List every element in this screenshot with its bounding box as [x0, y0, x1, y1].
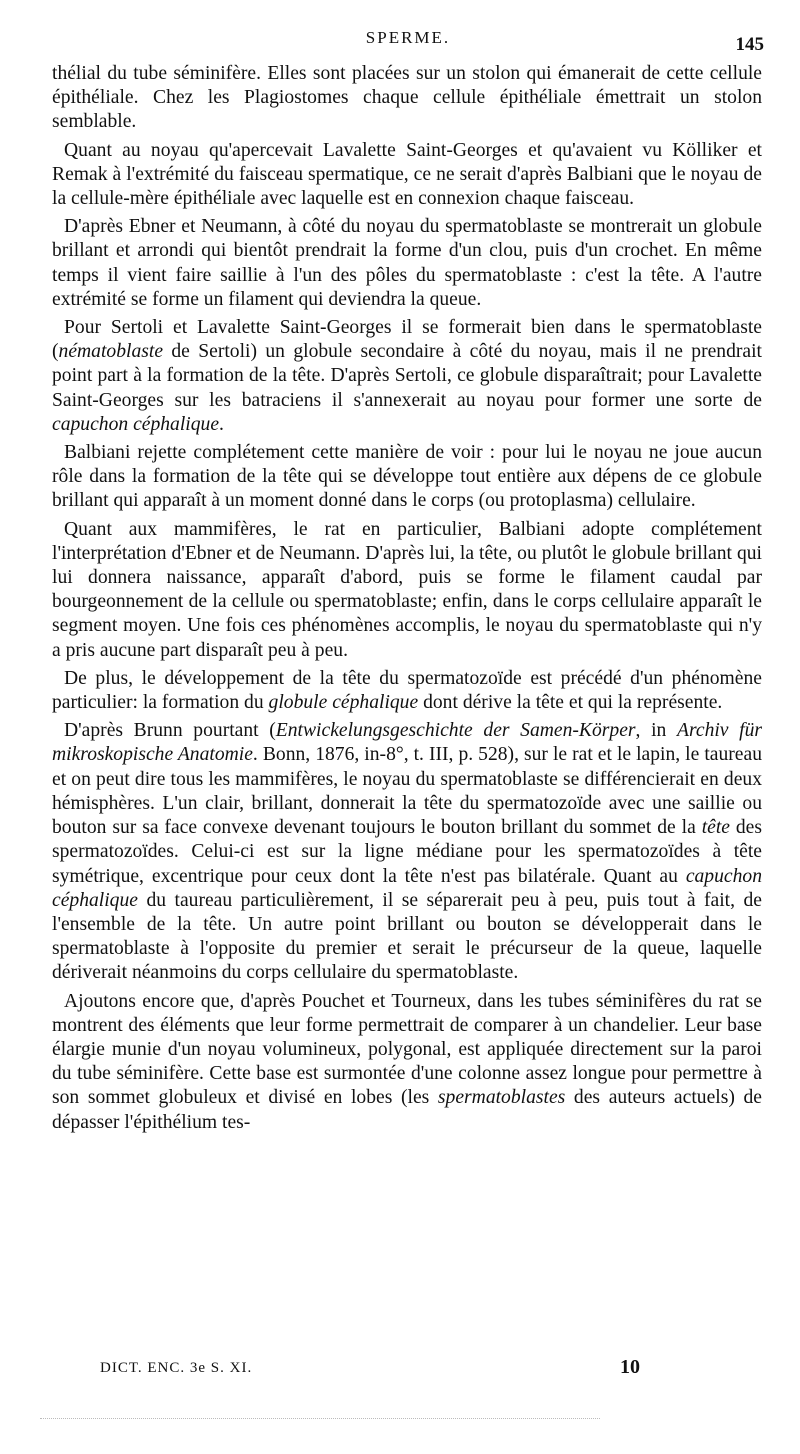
paragraph — [52, 990, 762, 1135]
text-run: D'après Ebner et Neumann, à côté du noyau du spermatoblaste se montrerait un globule brillant et arrondi qui bientôt prendrait la forme d'un clou, puis d'un crochet. En même temps il vient faire saillie à l'un des pôles du spermatoblaste : c'est la tête. A l'autre extrémité se forme un filament qui deviendra la queue. — [52, 216, 762, 310]
text-run: du taureau particulièrement, il se séparerait peu à peu, puis tout à fait, de l'ensemble de la tête. Un autre point brillant ou bouton se développerait dans le spermatoblaste à l'opposite du premier et serait le précurseur de la queue, laquelle dériverait néanmoins du corps cellulaire du spermatoblaste. — [52, 889, 762, 984]
paragraph — [52, 215, 762, 312]
italic-text: Entwickelungsgeschichte der Samen-Körper — [275, 720, 636, 742]
italic-text: tête — [701, 817, 730, 839]
page-footer — [100, 1356, 700, 1384]
italic-text: capuchon céphalique — [52, 413, 220, 435]
paragraph — [52, 719, 762, 985]
body-text — [52, 62, 762, 1135]
paragraph — [52, 62, 762, 135]
italic-text: Archiv für mikroskopische Anatomie — [52, 720, 763, 766]
text-run: des auteurs actuels) de dépasser l'épithélium tes- — [52, 1087, 762, 1133]
text-run: Quant aux mammifères, le rat en particulier, Balbiani adopte complétement l'interprétation d'Ebner et de Neumann. D'après lui, la tête, ou plutôt le globule brillant qui lui donnera naissance, apparaît d'abord, puis se forme le filament caudal par bourgeonnement de la cellule ou spermatoblaste; enfin, dans le corps cellulaire apparaît le segment moyen. Une fois ces phénomènes accomplis, le noyau du spermatoblaste qui n'y a pris aucune part disparaît peu à peu. — [52, 518, 762, 661]
paragraph — [52, 139, 762, 212]
paragraph — [52, 441, 762, 514]
text-run: des spermatozoïdes. Celui-ci est sur la ligne médiane pour les spermatozoïdes à tête symétrique, excentrique pour ceux dont la tête n'est pas bilatérale. Quant au — [52, 817, 762, 887]
italic-text: nématoblaste — [58, 341, 164, 363]
page-number: 145 — [735, 34, 764, 55]
text-run: Balbiani rejette complétement cette manière de voir : pour lui le noyau ne joue aucun rôle dans la formation de la tête qui se développe tout entière aux dépens de ce globule brillant qui apparaît à un moment donné dans le corps (ou protoplasma) cellulaire. — [52, 442, 762, 512]
italic-text: spermatoblastes — [437, 1087, 566, 1109]
paragraph — [52, 316, 762, 437]
sheet-number: 10 — [620, 1356, 640, 1378]
running-title: SPERME. — [365, 28, 451, 47]
text-run: dont dérive la tête et qui la représente. — [418, 692, 723, 714]
text-run: Quant au noyau qu'apercevait Lavalette Saint-Georges et qu'avaient vu Kölliker et Remak à l'extrémité du faisceau spermatique, ce ne serait d'après Balbiani que le noyau de la cellule-mère épithéliale avec laquelle est en connexion chaque faisceau. — [52, 139, 762, 210]
text-run: . Bonn, 1876, in-8°, t. III, p. 528), sur le rat et le lapin, le taureau et on peut dire tous les mammifères, le noyau du spermatoblaste se différencierait en deux hémisphères. L'un clair, brillant, donnerait la tête du spermatozoïde avec une saillie ou bouton sur sa face convexe devenant toujours le bouton brillant du sommet de la — [52, 744, 762, 839]
text-run: thélial du tube séminifère. Elles sont placées sur un stolon qui émanerait de cette cellule épithéliale. Chez les Plagiostomes chaque cellule épithéliale émettrait un stolon semblable. — [52, 63, 762, 133]
bottom-rule — [40, 1418, 600, 1419]
text-run: , in — [635, 720, 677, 742]
printer-signature: DICT. ENC. 3e S. XI. — [100, 1360, 253, 1376]
text-run: Pour Sertoli et Lavalette Saint-Georges il se formerait bien dans le spermatoblaste ( — [52, 317, 762, 363]
text-run: . — [219, 413, 224, 435]
page-header — [52, 26, 764, 56]
text-run: D'après Brunn pourtant ( — [64, 720, 276, 742]
italic-text: globule céphalique — [268, 692, 419, 714]
text-run: Ajoutons encore que, d'après Pouchet et Tourneux, dans les tubes séminifères du rat se montrent des éléments que leur forme permettrait de comparer à un chandelier. Leur base élargie munie d'un noyau volumineux, polygonal, est appliquée directement sur la paroi du tube séminifère. Cette base est surmontée d'une colonne assez longue pour permettre à son sommet globuleux et divisé en lobes (les — [52, 990, 762, 1109]
paragraph — [52, 518, 762, 663]
text-run: de Sertoli) un globule secondaire à côté du noyau, mais il ne prendrait point part à la formation de la tête. D'après Sertoli, ce globule disparaîtrait; pour Lavalette Saint-Georges sur les batraciens il s'annexerait au noyau pour former une sorte de — [52, 341, 762, 411]
text-run: De plus, le développement de la tête du spermatozoïde est précédé d'un phénomène particulier: la formation du — [52, 667, 762, 714]
paragraph — [52, 667, 762, 715]
italic-text: capuchon céphalique — [52, 865, 762, 911]
